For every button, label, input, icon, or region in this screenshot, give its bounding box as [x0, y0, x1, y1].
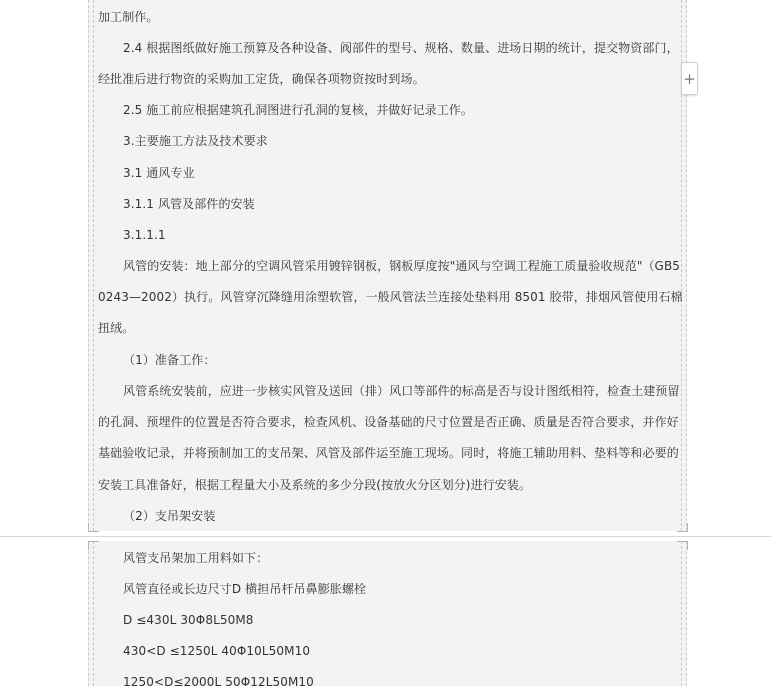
paragraph-line: 经批准后进行物资的采购加工定货，确保各项物资按时到场。	[98, 72, 425, 86]
section-heading: 3.1.1 风管及部件的安装	[123, 197, 255, 211]
section-heading: 3.主要施工方法及技术要求	[123, 134, 268, 148]
page-divider	[0, 536, 771, 537]
paragraph-line: 的孔洞、预埋件的位置是否符合要求，检查风机、设备基础的尺寸位置是否正确、质量是否符合要求，并作好	[98, 415, 679, 429]
table-row-line: 430<D ≤1250L 40Φ10L50M10	[123, 644, 311, 658]
plus-icon: +	[683, 69, 696, 88]
table-row-line: 1250<D≤2000L 50Φ12L50M10	[123, 675, 314, 686]
expand-button[interactable]	[681, 62, 698, 95]
page-corner-mark	[88, 523, 99, 532]
page-corner-mark	[677, 523, 688, 532]
paragraph-line: 2.4 根据图纸做好施工预算及各种设备、阀部件的型号、规格、数量、进场日期的统计，提交物资部门，	[123, 41, 679, 55]
paragraph-line: 扭绒。	[98, 321, 135, 335]
subsection-heading: （1）准备工作：	[123, 353, 216, 367]
paragraph-line: 基础验收记录，并将预制加工的支吊架、风管及部件运至施工现场。同时，将施工辅助用料、垫料等和必要的	[98, 446, 679, 460]
paragraph-line: 风管支吊架加工用料如下：	[123, 551, 269, 565]
table-header-line: 风管直径或长边尺寸D 横担吊杆吊鼻膨胀螺栓	[123, 582, 367, 596]
subsection-heading: （2）支吊架安装	[123, 509, 216, 523]
paragraph-line: 0243—2002）执行。风管穿沉降缝用涂塑软管，一般风管法兰连接处垫料用 8501 胶带，排烟风管使用石棉	[98, 290, 683, 304]
section-heading: 3.1.1.1	[123, 228, 166, 242]
page-corner-mark	[677, 541, 688, 550]
table-row-line: D ≤430L 30Φ8L50M8	[123, 613, 254, 627]
paragraph-line: 风管的安装：地上部分的空调风管采用镀锌钢板，钢板厚度按"通风与空调工程施工质量验收规范"（GB5	[123, 259, 681, 273]
section-heading: 3.1 通风专业	[123, 166, 195, 180]
paragraph-line: 加工制作。	[98, 10, 159, 24]
paragraph-line: 风管系统安装前，应进一步核实风管及送回（排）风口等部件的标高是否与设计图纸相符，检查土建预留	[123, 384, 680, 398]
paragraph-line: 2.5 施工前应根据建筑孔洞图进行孔洞的复核，并做好记录工作。	[123, 103, 474, 117]
paragraph-line: 安装工具准备好，根据工程量大小及系统的多少分段(按放火分区划分)进行安装。	[98, 478, 532, 492]
page-corner-mark	[88, 541, 99, 550]
